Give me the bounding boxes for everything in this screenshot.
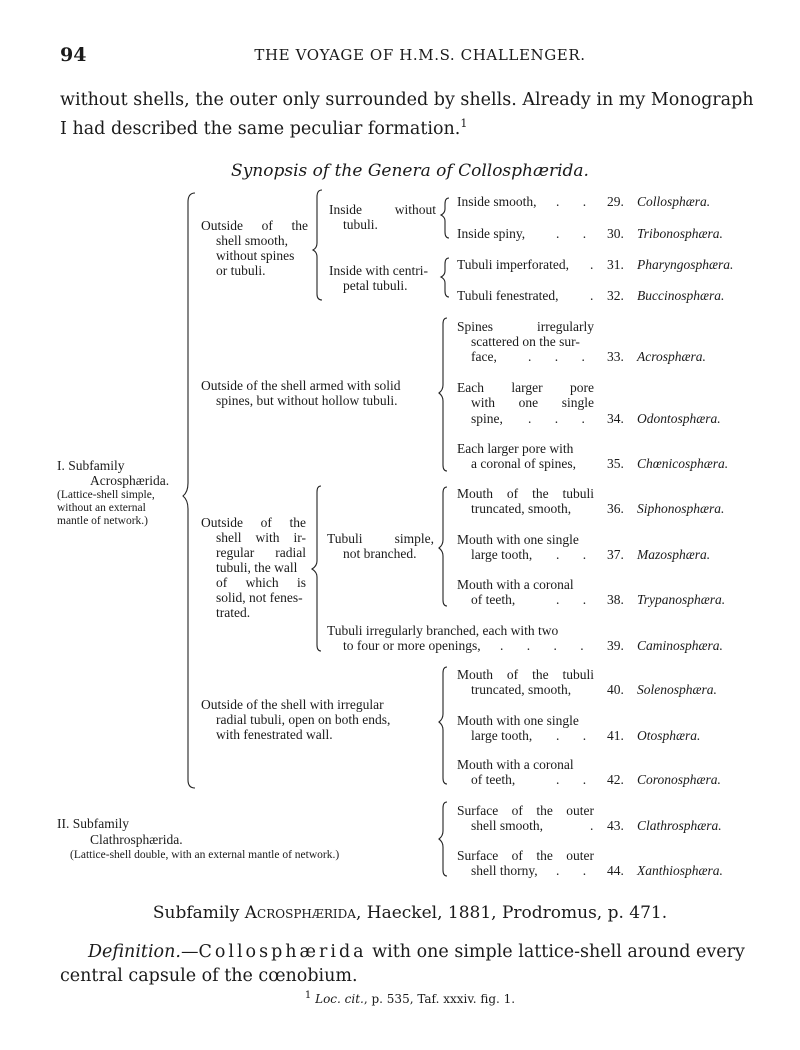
subfamily-1-note-line: without an external (57, 502, 146, 514)
character-41-line: Mouth with one single (457, 713, 579, 728)
inside-without-line: Inside without (329, 202, 436, 217)
tubuli-simple-line: Tubuli simple, (327, 531, 434, 546)
genus-number: 30. (607, 226, 624, 241)
character-36-line: truncated, smooth, (471, 501, 572, 516)
character-42-line: of teeth, (471, 772, 516, 787)
genus-number: 38. (607, 592, 624, 607)
genus-number: 40. (607, 682, 624, 697)
leader-dots: . . (556, 728, 597, 743)
character-29: Inside smooth, (457, 194, 537, 209)
character-37-line: large tooth, (471, 547, 533, 562)
genus-name: Buccinosphæra. (637, 288, 725, 303)
character-36-line: Mouth of the tubuli (457, 486, 594, 501)
group-open-ends-line: radial tubuli, open on both ends, (216, 712, 391, 727)
genus-name: Acrosphæra. (637, 349, 706, 364)
genus-number: 37. (607, 547, 624, 562)
definition-dash: — (180, 942, 199, 962)
inside-with-line: Inside with centri- (329, 263, 428, 278)
subfamily-heading-rest: , Haeckel, 1881, Prodromus, p. 471. (355, 903, 668, 923)
character-33-line: face, (471, 349, 497, 364)
definition-text: with one simple lattice-shell around every central capsule of the cœnobium. (60, 942, 745, 986)
subfamily-1-note-line: (Lattice-shell simple, (57, 489, 155, 501)
character-35-line: Each larger pore with (457, 441, 574, 456)
definition-name: Collosphærida (198, 942, 367, 962)
leader-dots: . . (556, 226, 597, 241)
leader-dots: . . (556, 547, 597, 562)
leader-dots: . . (556, 772, 597, 787)
group-smooth-line: Outside of the (201, 218, 308, 233)
subfamily-2-name: Clathrosphærida. (90, 832, 183, 847)
subfamily-heading-prefix: Subfamily (152, 903, 240, 923)
genus-number: 34. (607, 411, 624, 426)
character-31: Tubuli imperforated, (457, 257, 569, 272)
genus-name: Odontosphæra. (637, 411, 721, 426)
character-41-line: large tooth, (471, 728, 533, 743)
character-35-line: a coronal of spines, (471, 456, 576, 471)
character-39-line: to four or more openings, (343, 638, 481, 653)
group-smooth-line: without spines (216, 248, 295, 263)
genus-name: Pharyngosphæra. (637, 257, 734, 272)
leader-dots: . . (556, 194, 597, 209)
footnote (0, 990, 800, 1006)
genus-number: 41. (607, 728, 624, 743)
genus-name: Coronosphæra. (637, 772, 721, 787)
group-irregular-line: tubuli, the wall (216, 560, 298, 575)
group-irregular-line: Outside of the (201, 515, 306, 530)
genus-name: Otosphæra. (637, 728, 701, 743)
character-33-line: scattered on the sur- (471, 334, 580, 349)
group-spines-line: spines, but without hollow tubuli. (216, 393, 398, 408)
inside-with-line: petal tubuli. (343, 278, 408, 293)
leader-dots: . . . (528, 349, 595, 364)
character-44-line: Surface of the outer (457, 848, 594, 863)
synopsis-title: Synopsis of the Genera of Collosphærida. (231, 161, 589, 181)
subfamily-1-name: Acrosphærida. (90, 473, 170, 488)
genus-name: Xanthiosphæra. (637, 863, 723, 878)
subfamily-2-label: II. Subfamily (57, 816, 129, 831)
genus-name: Solenosphæra. (637, 682, 717, 697)
leader-dots: . . . (528, 411, 595, 426)
tubuli-simple-line: not branched. (343, 546, 417, 561)
footnote-number: 1 (304, 990, 312, 1001)
character-44-line: shell thorny, (471, 863, 538, 878)
character-39-line: Tubuli irregularly branched, each with two (327, 623, 559, 638)
character-34-line: Each larger pore (457, 380, 594, 395)
footnote-marker: 1 (460, 117, 468, 130)
footnote-text: , p. 535, Taf. xxxiv. fig. 1. (363, 992, 516, 1006)
character-37-line: Mouth with one single (457, 532, 579, 547)
genus-number: 36. (607, 501, 624, 516)
character-34-line: with one single (471, 395, 594, 410)
genus-name: Tribonosphæra. (637, 226, 723, 241)
subfamily-1-label: I. Subfamily (57, 458, 125, 473)
character-38-line: Mouth with a coronal (457, 577, 574, 592)
intro-text: without shells, the outer only surrounded by shells. Already in my Monograph I had described the same peculiar formation. (60, 90, 754, 139)
genus-name: Siphonosphæra. (637, 501, 725, 516)
genus-number: 43. (607, 818, 624, 833)
running-title: THE VOYAGE OF H.M.S. CHALLENGER. (254, 46, 586, 64)
leader-dots: . (590, 257, 604, 272)
group-open-ends-line: Outside of the shell with irregular (201, 697, 384, 712)
inside-without-line: tubuli. (343, 217, 378, 232)
character-33-line: Spines irregularly (457, 319, 594, 334)
leader-dots: . . (556, 592, 597, 607)
character-32: Tubuli fenestrated, (457, 288, 559, 303)
character-43-line: Surface of the outer (457, 803, 594, 818)
genus-number: 31. (607, 257, 624, 272)
leader-dots: . (590, 818, 604, 833)
definition-paragraph (60, 940, 760, 988)
character-40-line: Mouth of the tubuli (457, 667, 594, 682)
character-40-line: truncated, smooth, (471, 682, 572, 697)
character-42-line: Mouth with a coronal (457, 757, 574, 772)
group-irregular-line: shell with ir- (216, 530, 306, 545)
page-number: 94 (60, 44, 87, 66)
genus-number: 33. (607, 349, 624, 364)
genus-name: Collosphæra. (637, 194, 711, 209)
group-smooth-line: or tubuli. (216, 263, 266, 278)
genus-number: 32. (607, 288, 624, 303)
subfamily-1-note-line: mantle of network.) (57, 515, 149, 527)
subfamily-2-note: (Lattice-shell double, with an external mantle of network.) (70, 849, 340, 861)
definition-label: Definition. (88, 942, 181, 962)
genus-number: 35. (607, 456, 624, 471)
group-spines-line: Outside of the shell armed with solid (201, 378, 401, 393)
character-38-line: of teeth, (471, 592, 516, 607)
genus-number: 42. (607, 772, 624, 787)
genus-name: Chœnicosphæra. (637, 456, 729, 471)
subfamily-heading (0, 903, 800, 923)
group-irregular-line: regular radial (216, 545, 306, 560)
genus-number: 39. (607, 638, 624, 653)
character-30: Inside spiny, (457, 226, 526, 241)
leader-dots: . . (556, 863, 597, 878)
group-irregular-line: solid, not fenes- (216, 590, 303, 605)
group-irregular-line: of which is (216, 575, 306, 590)
group-irregular-line: trated. (216, 605, 251, 620)
leader-dots: . (590, 288, 604, 303)
group-open-ends-line: with fenestrated wall. (216, 727, 333, 742)
genus-name: Caminosphæra. (637, 638, 723, 653)
character-34-line: spine, (471, 411, 503, 426)
genus-number: 44. (607, 863, 624, 878)
subfamily-heading-name: Acrosphærida (244, 903, 356, 923)
genus-name: Mazosphæra. (637, 547, 711, 562)
group-smooth-line: shell smooth, (216, 233, 289, 248)
genus-number: 29. (607, 194, 624, 209)
character-43-line: shell smooth, (471, 818, 544, 833)
genus-name: Clathrosphæra. (637, 818, 722, 833)
leader-dots: . . . . (500, 638, 594, 653)
genus-name: Trypanosphæra. (637, 592, 726, 607)
footnote-ref: Loc. cit. (315, 992, 364, 1006)
